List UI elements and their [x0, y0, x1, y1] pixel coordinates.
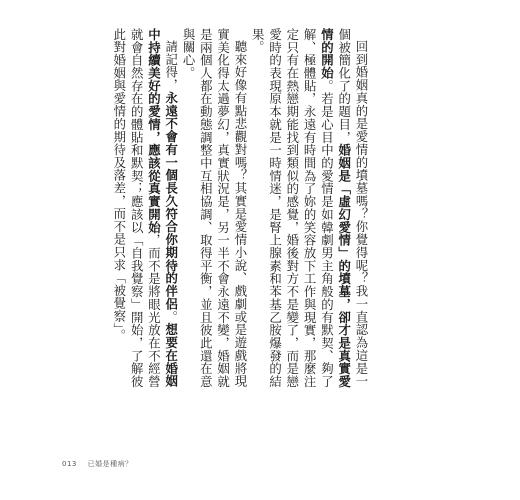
running-title: 已婚是種病？: [87, 460, 133, 468]
text-segment: ，而不是將眼光放在不經營就會自然存在的體貼和默契；應該以「自我覺察」開始，了解彼此對婚姻與愛情的期待及落差，而不是只求「被覺察」。: [111, 28, 162, 388]
text-segment: 。若是心目中的愛情是如韓劇男主角般的有默契、夠了解、極體貼，永遠有時間為了妳的笑容放下工作與現實，那麼注定只有在熱戀期能找到類似的感覺，婚後對方不是變了，而是戀愛時的表現原本就是一時情迷，是腎上腺素和苯基乙胺爆發的結果。: [250, 28, 335, 388]
emphasized-text: 永遠不會有一個長久符合你期待的伴侶: [163, 91, 179, 311]
paragraph: [180, 28, 249, 388]
text-segment: 回到婚姻真的是愛情的墳墓嗎？你覺得呢？我一直認為這是一個被簡化了的題目，: [336, 28, 369, 388]
body-text: [111, 28, 370, 388]
page-number: 013: [62, 460, 77, 468]
paragraph: [111, 28, 180, 388]
text-segment: 。: [163, 310, 179, 324]
emphasized-text: 婚姻是「虛幻愛情」的墳墓，卻才是真實愛情的開始: [319, 28, 352, 388]
emphasized-text: 想要在婚姻中持續美好的愛情，應該從真實開始: [146, 28, 179, 389]
page-footer: [62, 459, 133, 469]
text-segment: 請記得，: [163, 40, 179, 92]
paragraph: [249, 28, 370, 388]
text-segment: 聽來好像有點悲觀對嗎？其實是愛情小說、戲劇或是遊戲將現實美化得太過夢幻，真實狀況是，另一半不會永遠不變，婚姻就是兩個人都在動態調整中互相協調、取得平衡，並且彼此還在意與關心。: [181, 28, 248, 388]
